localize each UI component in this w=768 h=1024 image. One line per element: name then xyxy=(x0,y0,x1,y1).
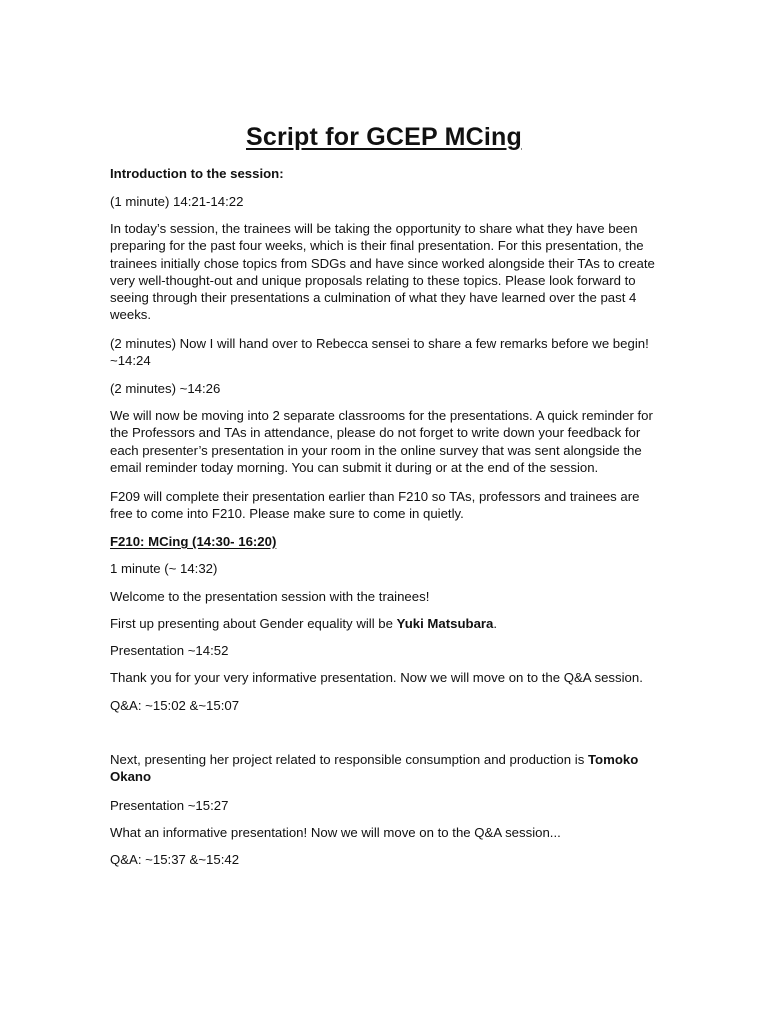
first-presenter-prefix: First up presenting about Gender equality will be xyxy=(110,616,397,631)
informative-text: What an informative presentation! Now we will move on to the Q&A session... xyxy=(110,825,561,840)
classrooms-paragraph: We will now be moving into 2 separate classrooms for the presentations. A quick reminder for the Professors and TAs in attendance, please do not forget to write down your feedback for each presenter’s presentation in your room in the online survey that was sent alongside the email reminder today morning. You can submit it during or at the end of the session. xyxy=(110,408,653,475)
welcome-text: Welcome to the presentation session with the trainees! xyxy=(110,589,430,604)
intro-paragraph: In today’s session, the trainees will be taking the opportunity to share what they have been preparing for the past four weeks, which is their final presentation. For this presentation, the trainees initially chose topics from SDGs and have since worked alongside their TAs to create very well-thought-out and unique proposals relating to these topics. Please look forward to seeing through their presentations a culmination of what they have learned over the past 4 weeks. xyxy=(110,221,655,323)
one-minute-time: 1 minute (~ 14:32) xyxy=(110,561,218,576)
thanks-text: Thank you for your very informative presentation. Now we will move on to the Q&A session. xyxy=(110,670,643,685)
qa-2-time: Q&A: ~15:37 &~15:42 xyxy=(110,852,240,867)
next-presenter-name: Tomoko Okano xyxy=(110,752,639,785)
first-presenter-suffix: . xyxy=(493,616,498,631)
presentation-2-time: Presentation ~15:27 xyxy=(110,798,229,813)
f209-paragraph: F209 will complete their presentation earlier than F210 so TAs, professors and trainees are free to come into F210. Please make sure to come in quietly. xyxy=(110,489,640,522)
f210-heading: F210: MCing (14:30- 16:20) xyxy=(110,534,277,549)
qa-1-time: Q&A: ~15:02 &~15:07 xyxy=(110,698,240,713)
next-presenter-line xyxy=(110,751,660,786)
intro-time: (1 minute) 14:21-14:22 xyxy=(110,194,244,209)
two-minutes-time: (2 minutes) ~14:26 xyxy=(110,381,221,396)
next-presenter-prefix: Next, presenting her project related to responsible consumption and production is xyxy=(110,752,588,767)
handover-text: (2 minutes) Now I will hand over to Rebecca sensei to share a few remarks before we begin! ~14:24 xyxy=(110,336,649,369)
intro-heading: Introduction to the session: xyxy=(110,166,284,181)
first-presenter-name: Yuki Matsubara xyxy=(396,616,494,631)
document-title: Script for GCEP MCing xyxy=(246,123,522,151)
first-presenter-line xyxy=(110,615,660,632)
presentation-1-time: Presentation ~14:52 xyxy=(110,643,229,658)
